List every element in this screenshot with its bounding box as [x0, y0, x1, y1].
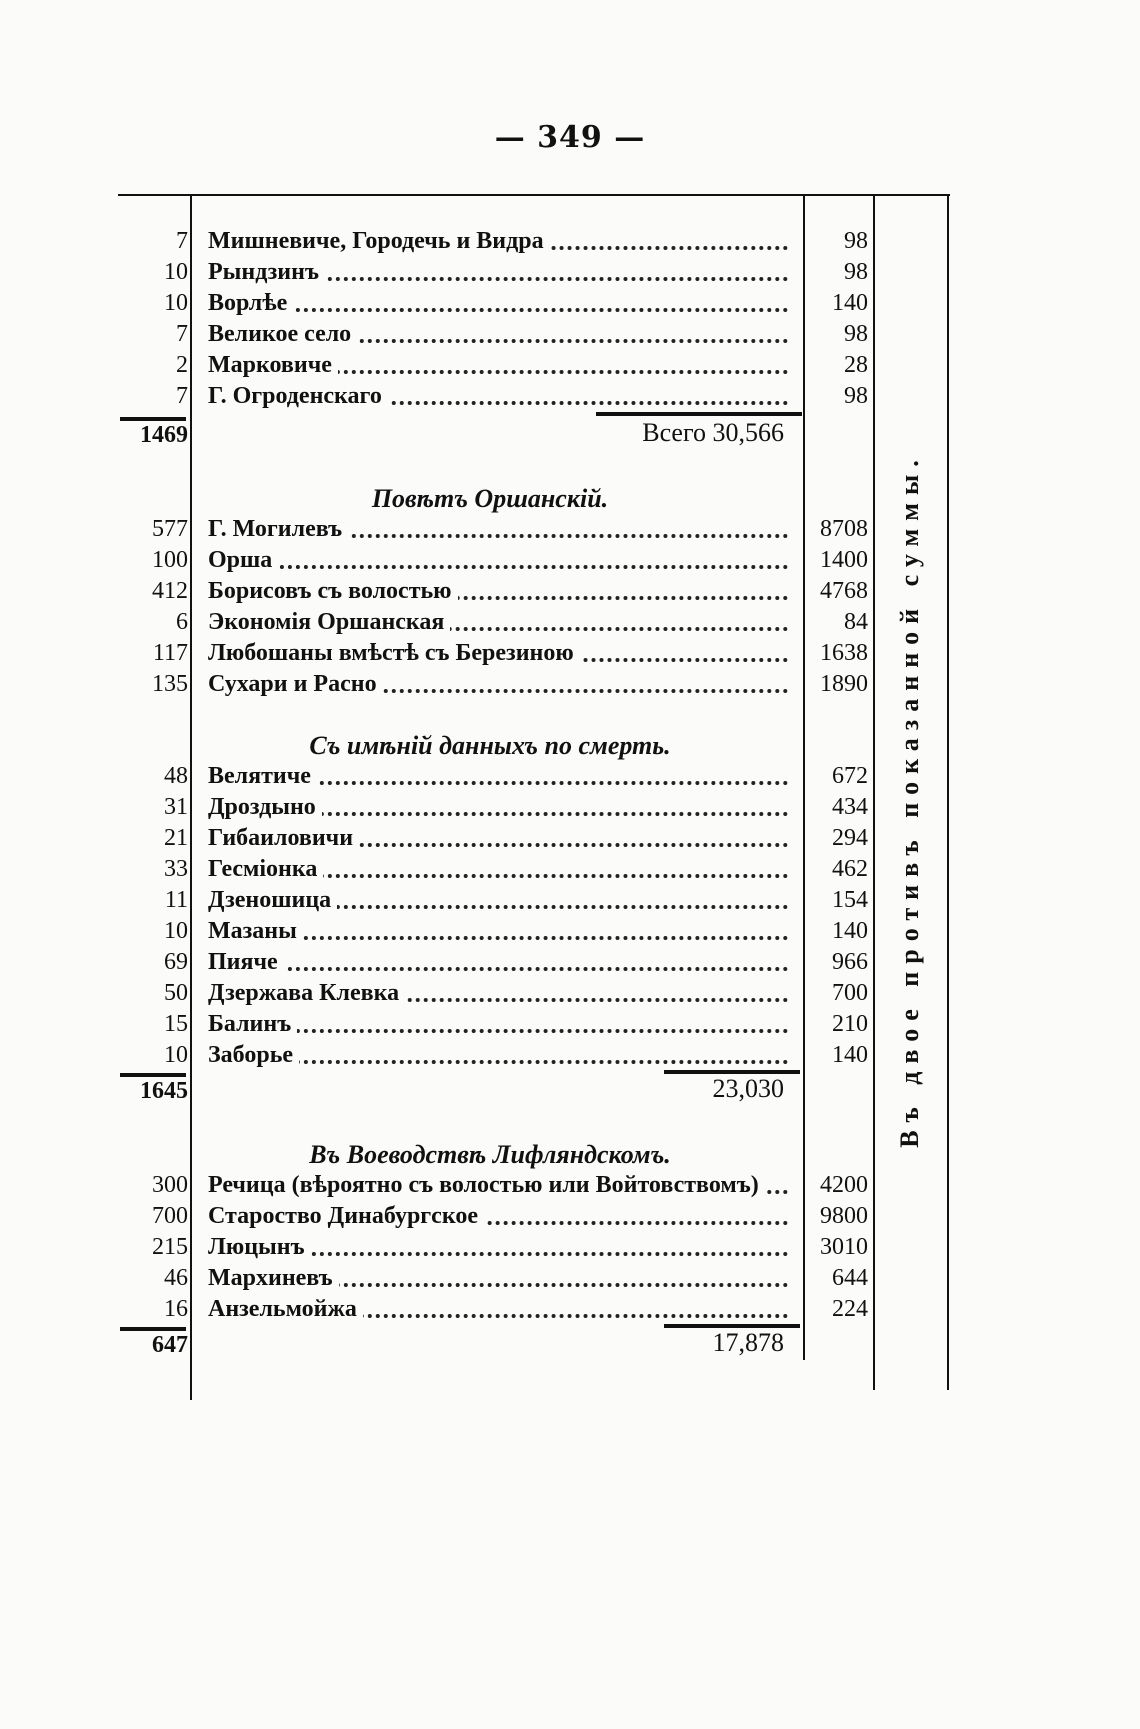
- row-number: 7: [176, 228, 188, 254]
- section-heading: Въ Воеводствѣ Лифляндскомъ.: [309, 1140, 671, 1169]
- row-amount: 98: [844, 321, 868, 347]
- row-number: 412: [152, 578, 188, 604]
- row-place: [208, 352, 788, 379]
- row-amount: 98: [844, 228, 868, 254]
- leader-dots: [208, 565, 788, 569]
- row-place: [208, 794, 788, 821]
- section-heading: Повѣтъ Оршанскій.: [371, 484, 609, 513]
- row-number: 10: [164, 1042, 188, 1068]
- table-row: [0, 290, 1140, 320]
- table-row: [0, 1042, 1140, 1072]
- row-amount: 966: [832, 949, 868, 975]
- row-number: 10: [164, 259, 188, 285]
- subtotal-rule-left: [120, 417, 186, 421]
- row-place: [208, 980, 788, 1007]
- table-row: [0, 321, 1140, 351]
- place-name: Сухари и Расно: [208, 671, 383, 697]
- table-row: [0, 671, 1140, 701]
- subtotal-count: 647: [152, 1332, 188, 1358]
- row-amount: 154: [832, 887, 868, 913]
- row-number: 16: [164, 1296, 188, 1322]
- place-name: Любошаны вмѣстѣ съ Березиною: [208, 640, 580, 666]
- place-name: Борисовъ съ волостью: [208, 578, 458, 604]
- row-place: [208, 671, 788, 698]
- table-row: [0, 228, 1140, 258]
- table-row: [0, 1234, 1140, 1264]
- row-amount: 4200: [820, 1172, 868, 1198]
- place-name: Орша: [208, 547, 278, 573]
- row-amount: 140: [832, 1042, 868, 1068]
- row-place: [208, 609, 788, 636]
- row-amount: 1890: [820, 671, 868, 697]
- row-place: [208, 1011, 788, 1038]
- table-row: [0, 949, 1140, 979]
- subtotal-rule-left: [120, 1327, 186, 1331]
- row-place: [208, 1234, 788, 1261]
- row-amount: 98: [844, 259, 868, 285]
- row-number: 33: [164, 856, 188, 882]
- table-row: [0, 547, 1140, 577]
- row-amount: 700: [832, 980, 868, 1006]
- row-amount: 140: [832, 918, 868, 944]
- row-place: [208, 290, 788, 317]
- row-number: 48: [164, 763, 188, 789]
- place-name: Ворлѣе: [208, 290, 293, 316]
- place-name: Г. Могилевъ: [208, 516, 348, 542]
- row-amount: 98: [844, 383, 868, 409]
- place-name: Г. Огроденскаго: [208, 383, 388, 409]
- row-number: 31: [164, 794, 188, 820]
- place-name: Староство Динабургское: [208, 1203, 484, 1229]
- place-name: Гибаиловичи: [208, 825, 359, 851]
- row-place: [208, 321, 788, 348]
- place-name: Дроздыно: [208, 794, 322, 820]
- table-row: [0, 578, 1140, 608]
- table-row: [0, 1172, 1140, 1202]
- row-amount: 294: [832, 825, 868, 851]
- section-heading: Съ имѣній данныхъ по смерть.: [309, 731, 671, 760]
- place-name: Велятиче: [208, 763, 317, 789]
- place-name: Мазаны: [208, 918, 303, 944]
- row-number: 6: [176, 609, 188, 635]
- table-row: [0, 980, 1140, 1010]
- row-number: 100: [152, 547, 188, 573]
- row-place: [208, 1265, 788, 1292]
- table-row: [0, 887, 1140, 917]
- subtotal-rule-mid: [596, 412, 802, 416]
- place-name: Дзеношица: [208, 887, 337, 913]
- table-row: [0, 259, 1140, 289]
- row-number: 7: [176, 383, 188, 409]
- row-amount: 644: [832, 1265, 868, 1291]
- side-note-text: Въ двое противъ показанной суммы.: [895, 452, 924, 1148]
- place-name: Люцынъ: [208, 1234, 311, 1260]
- subtotal-count: 1469: [140, 422, 188, 448]
- row-number: 15: [164, 1011, 188, 1037]
- row-place: [208, 949, 788, 976]
- row-place: [208, 1172, 788, 1199]
- row-amount: 84: [844, 609, 868, 635]
- table-row: [0, 856, 1140, 886]
- row-place: [208, 640, 788, 667]
- row-place: [208, 918, 788, 945]
- row-number: 21: [164, 825, 188, 851]
- side-note: [880, 390, 940, 1210]
- row-amount: 462: [832, 856, 868, 882]
- table-row: [0, 1296, 1140, 1326]
- table-row: [0, 794, 1140, 824]
- table-row: [0, 383, 1140, 413]
- table-row: [0, 516, 1140, 546]
- row-place: [208, 578, 788, 605]
- row-amount: 1638: [820, 640, 868, 666]
- place-name: Великое село: [208, 321, 357, 347]
- table-row: [0, 640, 1140, 670]
- row-amount: 28: [844, 352, 868, 378]
- place-name: Заборье: [208, 1042, 299, 1068]
- row-number: 117: [152, 640, 188, 666]
- row-number: 700: [152, 1203, 188, 1229]
- row-amount: 3010: [820, 1234, 868, 1260]
- row-number: 7: [176, 321, 188, 347]
- table-row: [0, 825, 1140, 855]
- row-number: 46: [164, 1265, 188, 1291]
- row-number: 10: [164, 290, 188, 316]
- row-place: [208, 383, 788, 410]
- place-name: Мархиневъ: [208, 1265, 339, 1291]
- row-number: 10: [164, 918, 188, 944]
- place-name: Речица (вѣроятно съ волостью или Войтовствомъ): [208, 1172, 765, 1198]
- row-amount: 672: [832, 763, 868, 789]
- row-number: 300: [152, 1172, 188, 1198]
- row-place: [208, 1042, 788, 1069]
- table-row: [0, 918, 1140, 948]
- table-row: [0, 352, 1140, 382]
- place-name: Анзельмойжа: [208, 1296, 363, 1322]
- row-number: 50: [164, 980, 188, 1006]
- place-name: Балинъ: [208, 1011, 297, 1037]
- row-amount: 4768: [820, 578, 868, 604]
- row-number: 135: [152, 671, 188, 697]
- table-row: [0, 609, 1140, 639]
- place-name: Мишневиче, Городечь и Видра: [208, 228, 550, 254]
- place-name: Дзержава Клевка: [208, 980, 405, 1006]
- table-row: [0, 1011, 1140, 1041]
- leader-dots: [208, 967, 788, 971]
- place-name: Экономія Оршанская: [208, 609, 450, 635]
- row-amount: 8708: [820, 516, 868, 542]
- row-place: [208, 856, 788, 883]
- place-name: Гесміонка: [208, 856, 323, 882]
- row-number: 2: [176, 352, 188, 378]
- row-number: 69: [164, 949, 188, 975]
- row-place: [208, 1296, 788, 1323]
- table-top-rule: [118, 194, 950, 196]
- subtotal-sum: 17,878: [712, 1328, 784, 1357]
- row-place: [208, 516, 788, 543]
- table-row: [0, 1203, 1140, 1233]
- subtotal-sum: 23,030: [712, 1074, 784, 1103]
- row-place: [208, 763, 788, 790]
- table-row: [0, 763, 1140, 793]
- row-number: 11: [164, 887, 188, 913]
- row-place: [208, 887, 788, 914]
- row-amount: 210: [832, 1011, 868, 1037]
- row-number: 577: [152, 516, 188, 542]
- table-row: [0, 1265, 1140, 1295]
- row-place: [208, 228, 788, 255]
- row-place: [208, 1203, 788, 1230]
- row-place: [208, 547, 788, 574]
- row-place: [208, 825, 788, 852]
- leader-dots: [208, 308, 788, 312]
- subtotal-sum: Всего 30,566: [642, 418, 784, 447]
- row-amount: 9800: [820, 1203, 868, 1229]
- row-number: 215: [152, 1234, 188, 1260]
- subtotal-rule-left: [120, 1073, 186, 1077]
- page-number: — 349 —: [494, 120, 646, 155]
- row-amount: 224: [832, 1296, 868, 1322]
- place-name: Марковиче: [208, 352, 338, 378]
- row-place: [208, 259, 788, 286]
- row-amount: 140: [832, 290, 868, 316]
- place-name: Рындзинъ: [208, 259, 325, 285]
- place-name: Пияче: [208, 949, 284, 975]
- row-amount: 1400: [820, 547, 868, 573]
- subtotal-count: 1645: [140, 1078, 188, 1104]
- row-amount: 434: [832, 794, 868, 820]
